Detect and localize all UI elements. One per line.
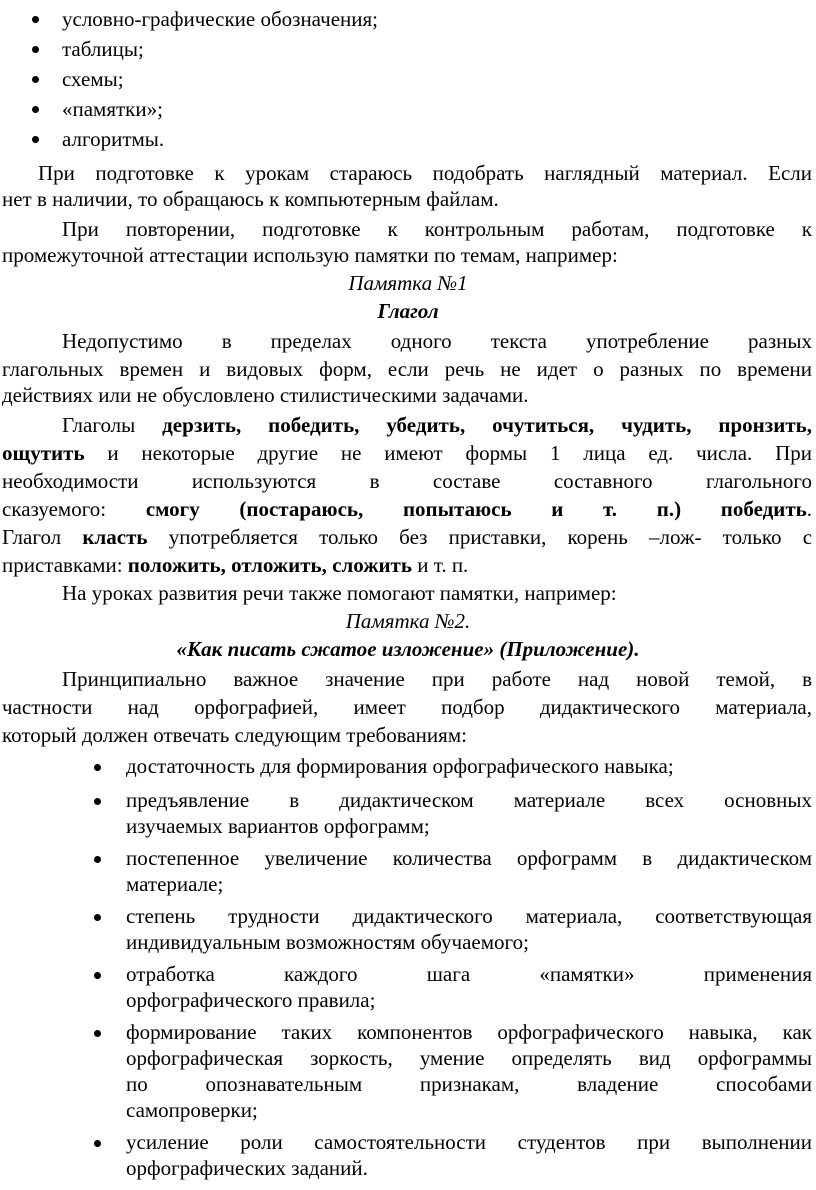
text-span: и некоторые другие не имеют формы 1 лица ед. числа. При bbox=[84, 441, 812, 465]
list-item: таблицы; bbox=[62, 37, 144, 61]
text-line: который должен отвечать следующим требованиям: bbox=[2, 723, 467, 747]
list-item: по опознавательным признакам, владение способами bbox=[126, 1072, 812, 1096]
bullet-icon bbox=[94, 1030, 101, 1037]
text-span: сказуемого: bbox=[2, 497, 146, 521]
text-line bbox=[2, 440, 812, 466]
bullet-icon bbox=[32, 106, 39, 113]
list-item: орфографического правила; bbox=[126, 988, 376, 1012]
text-span: Глаголы bbox=[62, 413, 163, 437]
list-item: усиление роли самостоятельности студентов при выполнении bbox=[126, 1130, 812, 1154]
bullet-icon bbox=[32, 46, 39, 53]
text-line: При повторении, подготовке к контрольным работам, подготовке к bbox=[62, 217, 812, 241]
paragraph-speech-lessons: На уроках развития речи также помогают памятки, например: bbox=[62, 581, 617, 605]
bold-example: положить, отложить, сложить bbox=[127, 553, 412, 577]
memo-2-subtitle: «Как писать сжатое изложение» (Приложение). bbox=[176, 637, 640, 661]
bullet-icon bbox=[94, 972, 101, 979]
list-item: орфографическая зоркость, умение определять вид орфограммы bbox=[126, 1046, 812, 1070]
text-line: промежуточной аттестации использую памятки по темам, например: bbox=[2, 243, 618, 267]
memo-1-title: Памятка №1 bbox=[348, 271, 468, 295]
list-item: изучаемых вариантов орфограмм; bbox=[126, 814, 430, 838]
text-line bbox=[2, 496, 812, 522]
bullet-icon bbox=[94, 856, 101, 863]
bold-verb: класть bbox=[82, 525, 148, 549]
text-line: При подготовке к урокам стараюсь подобрать наглядный материал. Если bbox=[38, 161, 812, 185]
text-line: необходимости используются в составе составного глагольного bbox=[2, 469, 812, 493]
bullet-icon bbox=[32, 16, 39, 23]
bullet-icon bbox=[94, 798, 101, 805]
bullet-icon bbox=[94, 764, 101, 771]
list-item: алгоритмы. bbox=[62, 127, 165, 151]
list-item: материале; bbox=[126, 872, 224, 896]
text-span: Глагол bbox=[2, 525, 83, 549]
text-span: употребляется только без приставки, корень –лож- только с bbox=[147, 525, 813, 549]
text-line bbox=[62, 412, 812, 438]
text-line bbox=[2, 552, 468, 578]
bold-verbs: ощутить bbox=[2, 441, 85, 465]
text-line: нет в наличии, то обращаюсь к компьютерным файлам. bbox=[2, 187, 499, 211]
list-item: формирование таких компонентов орфографического навыка, как bbox=[126, 1020, 812, 1044]
list-item: предъявление в дидактическом материале всех основных bbox=[126, 788, 812, 812]
text-line: Принципиально важное значение при работе над новой темой, в bbox=[62, 667, 812, 691]
list-item: орфографических заданий. bbox=[126, 1156, 368, 1180]
list-item: индивидуальным возможностям обучаемого; bbox=[126, 930, 529, 954]
list-item: самопроверки; bbox=[126, 1098, 258, 1122]
list-item: достаточность для формирования орфографического навыка; bbox=[126, 754, 674, 778]
text-line bbox=[2, 524, 812, 550]
list-item: условно-графические обозначения; bbox=[62, 7, 379, 31]
text-span: и т. п. bbox=[411, 553, 469, 577]
bullet-icon bbox=[94, 914, 101, 921]
bold-verbs: дерзить, победить, убедить, очутиться, чудить, пронзить, bbox=[162, 413, 812, 437]
text-line: действиях или не обусловлено стилистическими задачами. bbox=[2, 383, 529, 407]
text-line: частности над орфографией, имеет подбор дидактического материала, bbox=[2, 695, 812, 719]
text-span: . bbox=[806, 497, 813, 521]
list-item: «памятки»; bbox=[62, 97, 163, 121]
text-line: глагольных времен и видовых форм, если речь не идет о разных по времени bbox=[2, 357, 812, 381]
bullet-icon bbox=[94, 1140, 101, 1147]
list-item: степень трудности дидактического материала, соответствующая bbox=[126, 904, 812, 928]
list-item: постепенное увеличение количества орфограмм в дидактическом bbox=[126, 846, 812, 870]
memo-1-subtitle: Глагол bbox=[377, 299, 439, 323]
text-line: Недопустимо в пределах одного текста употребление разных bbox=[62, 329, 812, 353]
bullet-icon bbox=[32, 136, 39, 143]
memo-2-title: Памятка №2. bbox=[345, 609, 471, 633]
list-item: схемы; bbox=[62, 67, 124, 91]
list-item: отработка каждого шага «памятки» применения bbox=[126, 962, 812, 986]
text-span: приставками: bbox=[2, 553, 128, 577]
bullet-icon bbox=[32, 76, 39, 83]
bold-example: смогу (постараюсь, попытаюсь и т. п.) победить bbox=[145, 497, 807, 521]
